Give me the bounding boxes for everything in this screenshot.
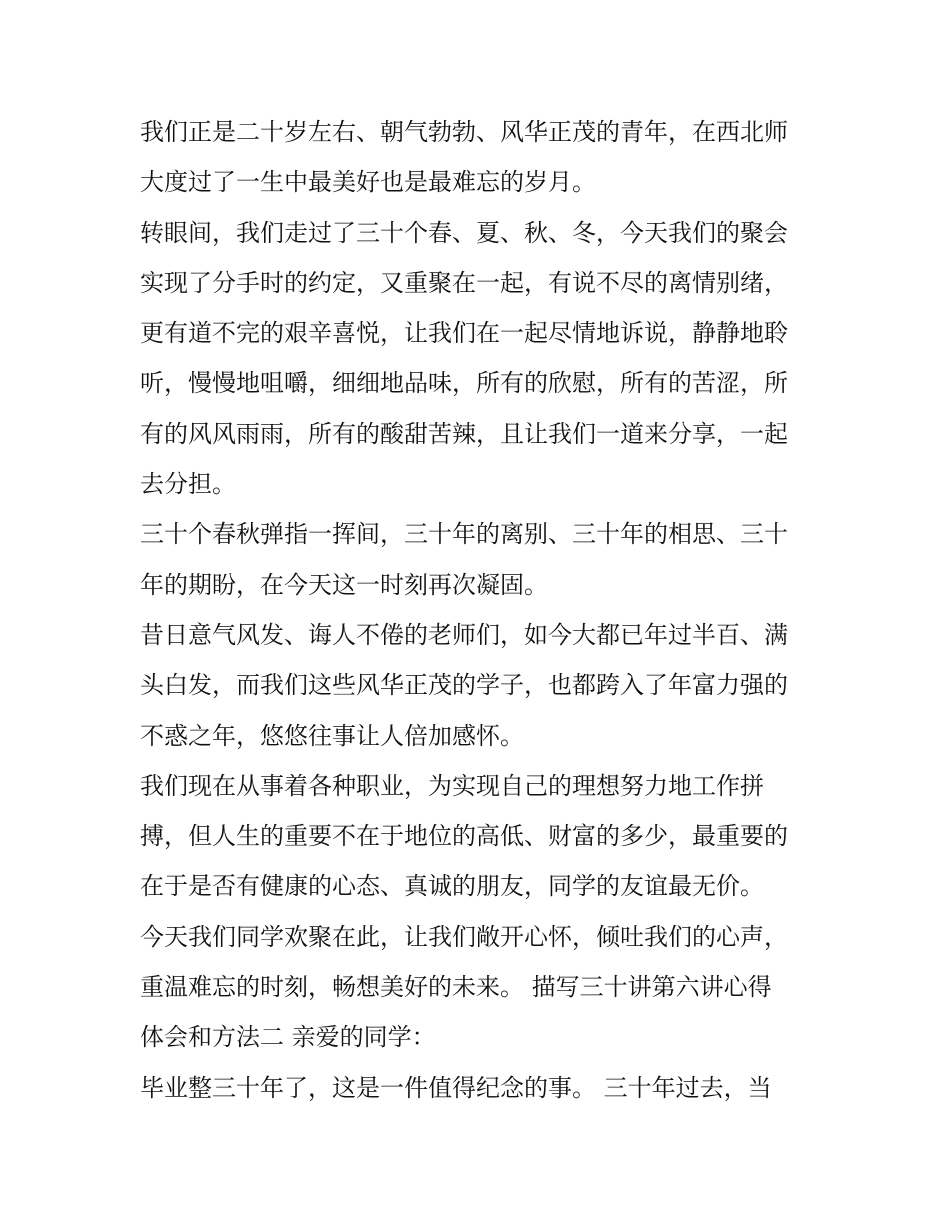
text-line-16: 在于是否有健康的心态、真诚的朋友，同学的友谊最无价。 xyxy=(140,872,764,901)
text-line-2: 大度过了一生中最美好也是最难忘的岁月。 xyxy=(140,168,596,197)
text-line-20: 毕业整三十年了，这是一件值得纪念的事。 三十年过去，当 xyxy=(140,1073,772,1102)
text-line-5: 更有道不完的艰辛喜悦，让我们在一起尽情地诉说，静静地聆 xyxy=(140,319,788,348)
text-line-9: 三十个春秋弹指一挥间，三十年的离别、三十年的相思、三十 xyxy=(140,520,788,549)
text-line-3: 转眼间，我们走过了三十个春、夏、秋、冬，今天我们的聚会 xyxy=(140,218,788,247)
document-body xyxy=(140,107,820,1113)
text-line-8: 去分担。 xyxy=(140,470,236,499)
text-line-7: 有的风风雨雨，所有的酸甜苦辣，且让我们一道来分享，一起 xyxy=(140,419,788,448)
text-line-6: 听，慢慢地咀嚼，细细地品味，所有的欣慰，所有的苦涩，所 xyxy=(140,369,788,398)
text-line-13: 不惑之年，悠悠往事让人倍加感怀。 xyxy=(140,721,524,750)
text-line-12: 头白发，而我们这些风华正茂的学子，也都跨入了年富力强的 xyxy=(140,671,788,700)
text-line-18: 重温难忘的时刻，畅想美好的未来。 描写三十讲第六讲心得 xyxy=(140,973,772,1002)
text-line-14: 我们现在从事着各种职业，为实现自己的理想努力地工作拼 xyxy=(140,771,764,800)
text-line-4: 实现了分手时的约定，又重聚在一起，有说不尽的离情别绪， xyxy=(140,268,788,297)
text-line-17: 今天我们同学欢聚在此，让我们敞开心怀，倾吐我们的心声， xyxy=(140,922,788,951)
text-line-19: 体会和方法二 亲爱的同学： xyxy=(140,1023,436,1052)
text-line-1: 我们正是二十岁左右、朝气勃勃、风华正茂的青年，在西北师 xyxy=(140,118,788,146)
text-line-11: 昔日意气风发、诲人不倦的老师们，如今大都已年过半百、满 xyxy=(140,620,788,649)
text-line-15: 搏，但人生的重要不在于地位的高低、财富的多少，最重要的 xyxy=(140,822,788,851)
text-line-10: 年的期盼，在今天这一时刻再次凝固。 xyxy=(140,570,548,599)
